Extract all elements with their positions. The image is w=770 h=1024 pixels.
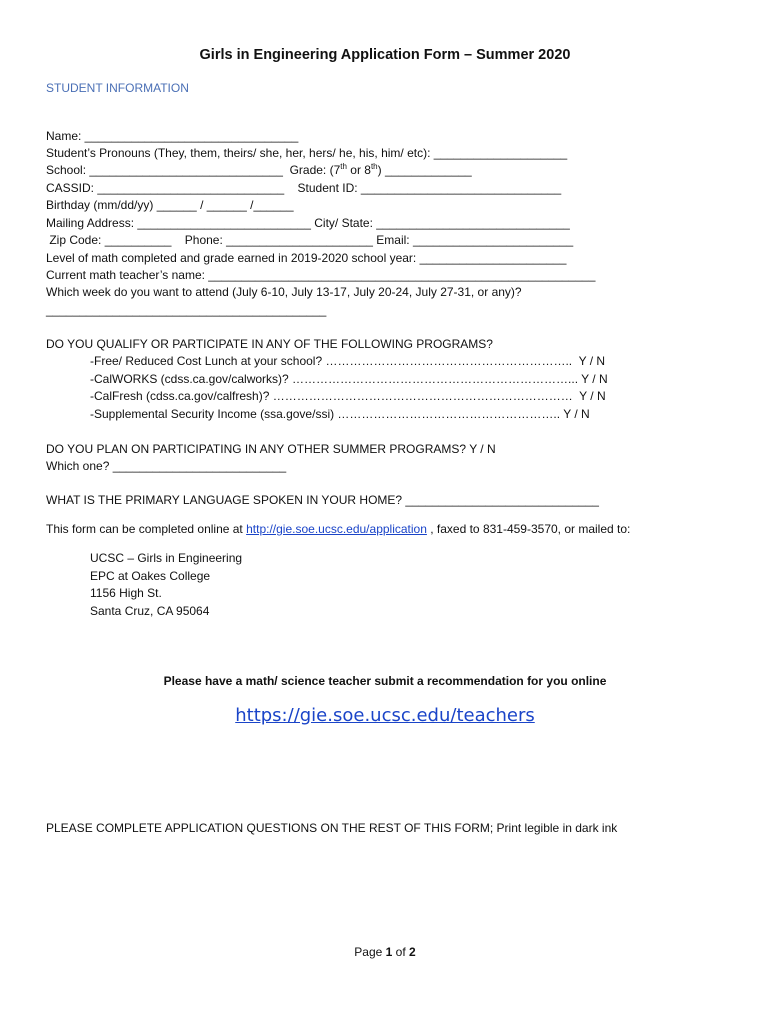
language-question: WHAT IS THE PRIMARY LANGUAGE SPOKEN IN YOUR HOME? _____________________________ [46,493,599,507]
program-item: -Supplemental Security Income (ssa.gove/ssi) ……………………………………………….. Y / N [90,407,590,421]
application-link[interactable]: http://gie.soe.ucsc.edu/application [246,522,427,536]
grade-prefix: Grade: (7 [282,163,341,177]
week-line: __________________________________________ [46,303,327,317]
submit-instructions [46,522,630,536]
grade-sup-1: th [340,162,347,171]
pronouns-field: Student’s Pronouns (They, them, theirs/ she, her, hers/ he, his, him/ etc): ____________________ [46,146,568,160]
name-field: Name: ________________________________ [46,129,299,143]
grade-mid: or 8 [346,163,371,177]
grade-suffix: ) _____________ [377,163,472,177]
math-teacher-field: Current math teacher’s name: __________________________________________________________ [46,268,596,282]
program-item: -CalFresh (cdss.ca.gov/calfresh)? ………………………………………………………………… Y / N [90,389,606,403]
section-heading: STUDENT INFORMATION [46,81,189,95]
complete-note: PLEASE COMPLETE APPLICATION QUESTIONS ON THE REST OF THIS FORM; Print legible in dark ink [46,821,618,835]
math-level-field: Level of math completed and grade earned in 2019-2020 school year: ______________________ [46,251,567,265]
submit-suffix: , faxed to 831-459-3570, or mailed to: [426,522,631,536]
footer-mid: of [392,945,410,959]
summer-question: DO YOU PLAN ON PARTICIPATING IN ANY OTHER SUMMER PROGRAMS? Y / N [46,442,496,456]
page-footer [0,945,770,959]
school-grade-field [46,163,472,177]
school-field: School: _____________________________ [46,163,283,177]
current-page: 1 [385,945,393,959]
program-item: -CalWORKS (cdss.ca.gov/calworks)? ……………………………………………………………... Y / N [90,372,608,386]
teacher-link[interactable]: https://gie.soe.ucsc.edu/teachers [235,705,535,726]
cassid-field: CASSID: ____________________________ Student ID: ______________________________ [46,181,562,195]
address-line: EPC at Oakes College [90,569,211,583]
address-line: UCSC – Girls in Engineering [90,551,243,565]
footer-prefix: Page [354,945,386,959]
summer-which: Which one? __________________________ [46,459,287,473]
zip-phone-email-field: Zip Code: __________ Phone: ______________________ Email: ________________________ [46,233,574,247]
mailing-field: Mailing Address: __________________________ City/ State: _____________________________ [46,216,570,230]
birthday-field: Birthday (mm/dd/yy) ______ / ______ /______ [46,198,294,212]
address-line: Santa Cruz, CA 95064 [90,604,210,618]
page-title: Girls in Engineering Application Form – Summer 2020 [199,47,571,63]
program-item: -Free/ Reduced Cost Lunch at your school? …………………………………………………….. Y / N [90,354,606,368]
address-line: 1156 High St. [90,586,162,600]
grade-sup-2: th [370,162,378,171]
programs-question: DO YOU QUALIFY OR PARTICIPATE IN ANY OF THE FOLLOWING PROGRAMS? [46,337,493,351]
week-question: Which week do you want to attend (July 6-10, July 13-17, July 20-24, July 27-31, or any)? [46,285,522,299]
total-pages: 2 [409,945,416,959]
recommendation-note: Please have a math/ science teacher submit a recommendation for you online [163,674,607,688]
submit-prefix: This form can be completed online at [46,522,247,536]
